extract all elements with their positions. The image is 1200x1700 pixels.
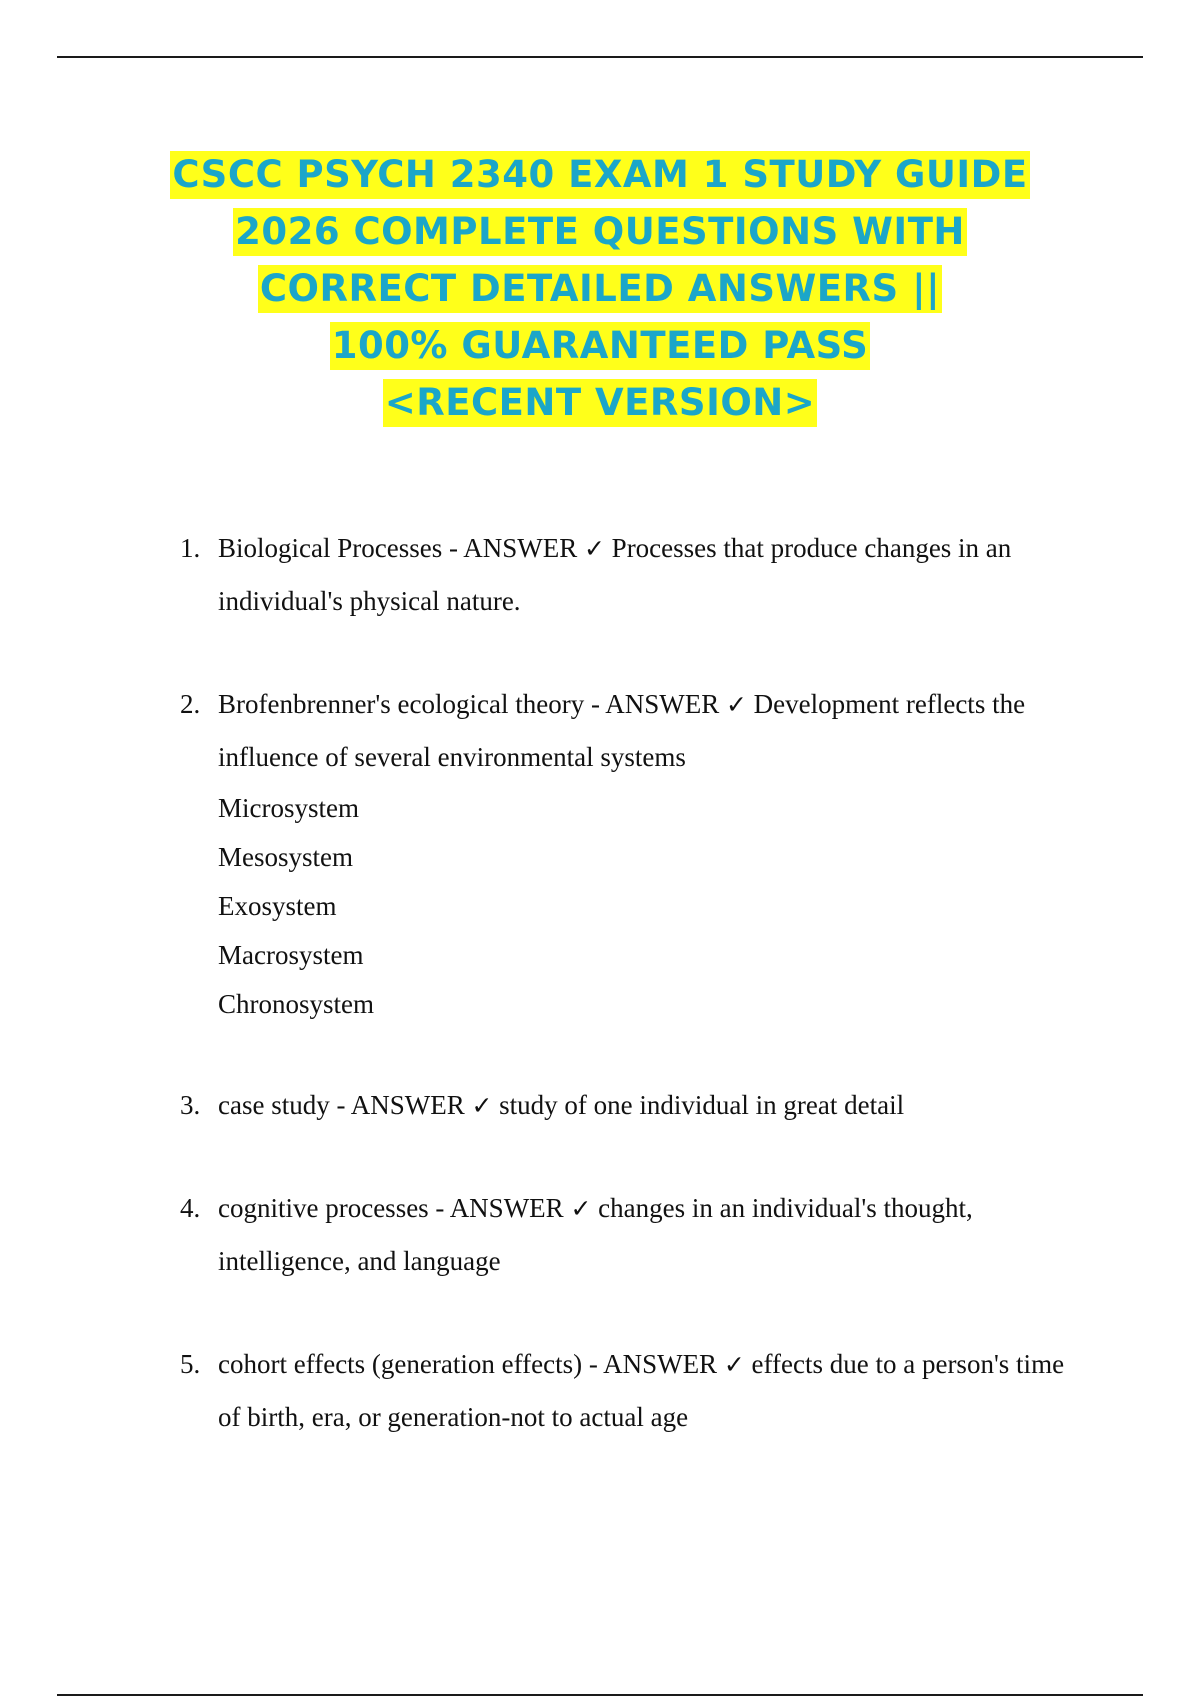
item-answer: Processes that produce changes in an individual's physical nature. xyxy=(218,533,1012,616)
item-number: 1. xyxy=(180,533,201,563)
item-text xyxy=(218,1182,1080,1288)
system-label: Microsystem xyxy=(218,793,359,823)
check-mark-icon: ✓ xyxy=(570,1194,592,1223)
system-label: Chronosystem xyxy=(218,989,375,1019)
item-text xyxy=(218,1079,1080,1132)
system-label: Exosystem xyxy=(218,891,337,921)
title-line-3: CORRECT DETAILED ANSWERS || xyxy=(100,260,1100,317)
document-title xyxy=(100,146,1100,431)
item-answer: study of one individual in great detail xyxy=(492,1090,905,1120)
item-number: 5. xyxy=(180,1349,201,1379)
item-term: Biological Processes - ANSWER xyxy=(218,533,578,563)
list-item xyxy=(0,678,1200,1029)
title-line-5: <RECENT VERSION> xyxy=(100,374,1100,431)
top-rule xyxy=(57,56,1143,58)
system-label: Macrosystem xyxy=(218,940,364,970)
item-number: 2. xyxy=(180,689,201,719)
check-mark-icon: ✓ xyxy=(471,1091,493,1120)
bottom-rule xyxy=(57,1694,1143,1696)
question-answer-list xyxy=(0,522,1200,1494)
list-item xyxy=(0,1079,1200,1132)
item-number: 4. xyxy=(180,1193,201,1223)
check-mark-icon: ✓ xyxy=(723,1350,745,1379)
item-text xyxy=(218,1338,1080,1444)
item-term: cohort effects (generation effects) - ANSWER xyxy=(218,1349,718,1379)
item-term: cognitive processes - ANSWER xyxy=(218,1193,564,1223)
list-item xyxy=(0,1338,1200,1444)
item-answer: changes in an individual's thought, intelligence, and language xyxy=(218,1193,973,1276)
check-mark-icon: ✓ xyxy=(583,534,605,563)
item-term: Brofenbrenner's ecological theory - ANSWER xyxy=(218,689,720,719)
check-mark-icon: ✓ xyxy=(725,690,747,719)
title-line-2: 2026 COMPLETE QUESTIONS WITH xyxy=(100,203,1100,260)
title-line-1: CSCC PSYCH 2340 EXAM 1 STUDY GUIDE xyxy=(100,146,1100,203)
item-text xyxy=(218,522,1080,628)
system-label: Mesosystem xyxy=(218,842,353,872)
item-number: 3. xyxy=(180,1090,201,1120)
item-answer: effects due to a person's time of birth, era, or generation-not to actual age xyxy=(218,1349,1065,1432)
item-answer: Development reflects the influence of several environmental systems xyxy=(218,689,1026,772)
title-line-4: 100% GUARANTEED PASS xyxy=(100,317,1100,374)
list-item xyxy=(0,522,1200,628)
item-term: case study - ANSWER xyxy=(218,1090,465,1120)
list-item xyxy=(0,1182,1200,1288)
item-text xyxy=(218,678,1080,784)
